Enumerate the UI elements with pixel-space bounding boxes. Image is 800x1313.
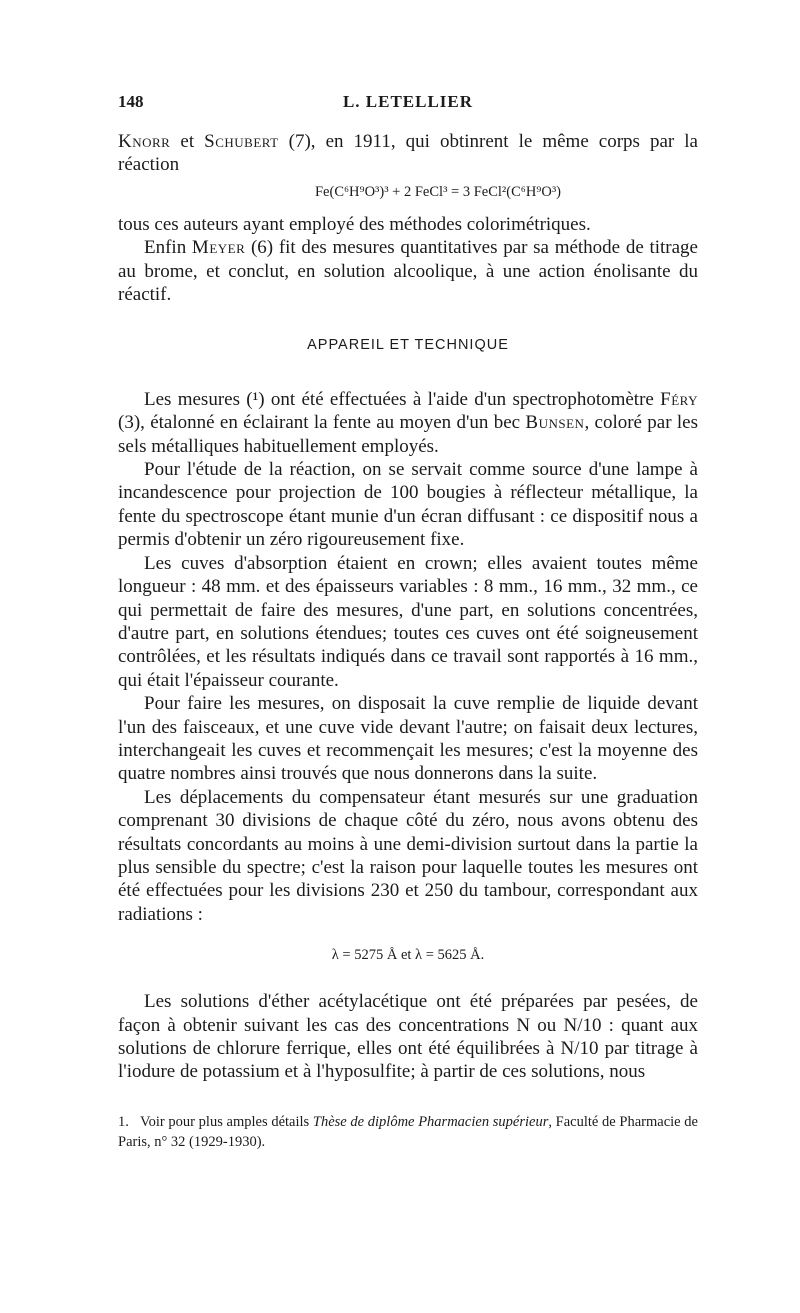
paragraph-mesures [118, 388, 698, 458]
paragraph-cuves: Les cuves d'absorption étaient en crown; elles avaient toutes même longueur : 48 mm. et des épaisseurs variables : 8 mm., 16 mm., 32 mm., ce qui permettait de faire des mesures, d'une part, en solutions concentrées, d'autre part, en solutions étendues; toutes ces cuves ont été soigneusement contrôlées, et les résultats indiqués dans ce travail sont rapportés à 16 mm., qui était l'épaisseur courante. [118, 552, 698, 691]
paragraph-lampe: Pour l'étude de la réaction, on se servait comme source d'une lampe à incandescence pour projection de 100 bougies à réflecteur métallique, la fente du spectroscope étant munie d'un écran diffusant : ce dispositif nous a permis d'obtenir un zéro rigoureusement fixe. [118, 459, 698, 551]
text-fragment: Les mesures (¹) ont été effectuées à l'aide d'un spectrophotomètre [144, 388, 661, 410]
footnote-number: 1. [118, 1114, 129, 1130]
author-meyer: Meyer [191, 237, 246, 259]
page-number: 148 [118, 92, 144, 111]
footnote-italic-title: Thèse de diplôme Pharmacien supérieur [312, 1114, 549, 1130]
body-text [118, 130, 698, 1084]
text-fragment: (6) fit des mesures quantitatives par sa méthode de titrage au brome, et conclut, en solution alcoolique, à une action énolisante du réactif. [118, 237, 698, 306]
page-header [118, 92, 698, 118]
wavelength-formula: λ = 5275 Å et λ = 5625 Å. [331, 947, 485, 964]
text-fragment: , coloré par les sels métalliques habituellement employés. [118, 412, 698, 457]
text-fragment: (7), en 1911, qui obtinrent le même corps par la réaction [118, 131, 698, 176]
paragraph-colorimetric: tous ces auteurs ayant employé des méthodes colorimétriques. [118, 213, 591, 235]
text-fragment: Voir pour plus amples détails [140, 1114, 313, 1130]
paragraph-meyer [118, 236, 698, 306]
author-bunsen: Bunsen [525, 412, 585, 434]
paragraph-compensateur: Les déplacements du compensateur étant mesurés sur une graduation comprenant 30 divisions de chaque côté du zéro, nous avons obtenu des résultats concordants au moins à une demi-division surtout dans la partie la plus sensible du spectre; c'est la raison pour laquelle toutes les mesures ont été effectuées pour les divisions 230 et 250 du tambour, correspondant aux radiations : [118, 786, 698, 925]
text-fragment: , Faculté de Pharmacie de Paris, n° 32 (1929-1930). [118, 1114, 698, 1150]
text-fragment: et [170, 131, 205, 152]
author-fery: Féry [660, 388, 698, 410]
paragraph-solutions: Les solutions d'éther acétylacétique ont été préparées par pesées, de façon à obtenir suivant les cas des concentrations N ou N/10 : quant aux solutions de chlorure ferrique, elles ont été équilibrées à N/10 par titrage à l'iodure de potassium et à l'hyposulfite; à partir de ces solutions, nous [118, 991, 698, 1083]
author-knorr: Knorr [118, 131, 171, 152]
reaction-formula: Fe(C⁶H⁹O³)³ + 2 FeCl³ = 3 FeCl²(C⁶H⁹O³) [314, 183, 561, 200]
paragraph-faisceaux: Pour faire les mesures, on disposait la cuve remplie de liquide devant l'un des faisceaux, et une cuve vide devant l'autre; on faisait deux lectures, interchangeait les cuves et recommençait les mesures; c'est la moyenne des quatre nombres ainsi trouvés que nous donnerons dans la suite. [118, 693, 698, 785]
paragraph-knorr [118, 130, 698, 177]
author-schubert: Schubert [204, 131, 279, 152]
footnote [118, 1112, 698, 1152]
running-head: L. LETELLIER [342, 92, 474, 111]
text-fragment: (3), étalonné en éclairant la fente au moyen d'un bec [118, 412, 526, 434]
section-title: APPAREIL ET TECHNIQUE [307, 337, 509, 354]
text-fragment: Enfin [144, 237, 192, 259]
